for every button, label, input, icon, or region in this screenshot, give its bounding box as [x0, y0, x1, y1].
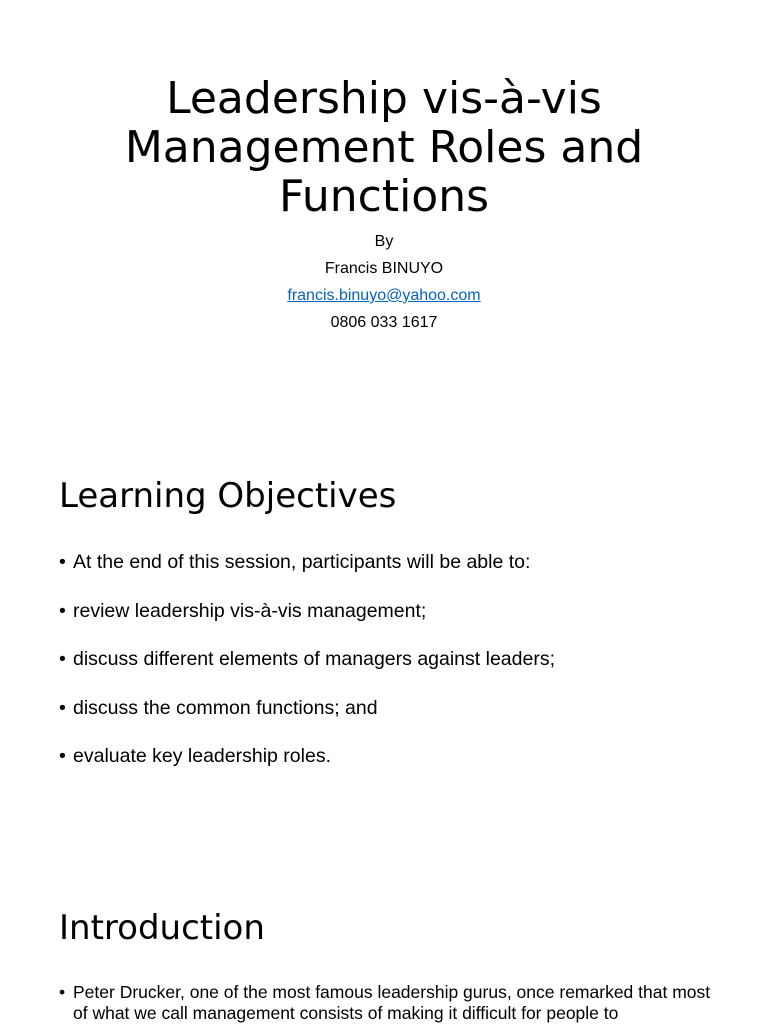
objective-item: • discuss different elements of managers against leaders; [59, 644, 719, 693]
objective-item: • review leadership vis-à-vis management; [59, 596, 719, 645]
introduction-heading: Introduction [59, 908, 265, 948]
introduction-item: • Peter Drucker, one of the most famous leadership gurus, once remarked that most of what we call management consists of making it difficult for people to [59, 982, 719, 1024]
learning-objectives-slide [0, 432, 768, 864]
presentation-title: Leadership vis-à-vis Management Roles and Functions [124, 73, 644, 222]
author-name: Francis BINUYO [324, 260, 444, 277]
title-slide [0, 0, 768, 432]
author-email-link[interactable]: francis.binuyo@yahoo.com [287, 287, 481, 304]
objectives-list [59, 547, 719, 790]
objective-item: • evaluate key leadership roles. [59, 741, 719, 790]
by-label: By [374, 233, 394, 250]
introduction-list [59, 982, 719, 1024]
objective-item: • discuss the common functions; and [59, 693, 719, 742]
introduction-slide [0, 864, 768, 1024]
objectives-heading: Learning Objectives [59, 476, 397, 516]
objective-item: • At the end of this session, participants will be able to: [59, 547, 719, 596]
byline [0, 228, 768, 336]
author-phone: 0806 033 1617 [330, 314, 438, 331]
